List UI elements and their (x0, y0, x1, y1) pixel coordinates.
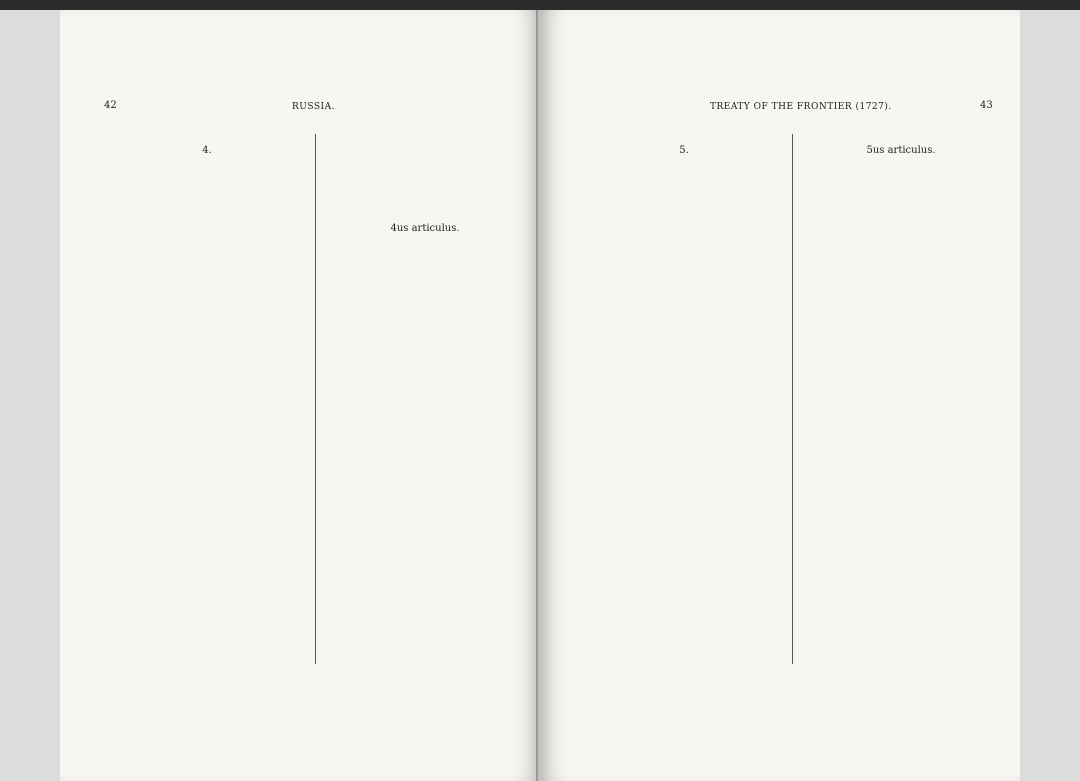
page-number-left: 42 (104, 100, 117, 111)
latin-text-column-right (798, 134, 1004, 764)
section-heading-4-ru: 4. (202, 145, 212, 156)
page-number-right: 43 (980, 100, 993, 111)
running-head-left: RUSSIA. (292, 102, 335, 112)
russian-text-column-right (580, 134, 788, 764)
book-spread (0, 10, 1080, 781)
section-heading-5-ru: 5. (679, 145, 689, 156)
scanner-top-edge (0, 0, 1080, 10)
section-heading-4-la: 4us articulus. (390, 223, 460, 234)
right-page (540, 10, 1020, 781)
column-divider-left (315, 134, 316, 664)
column-divider-right (792, 134, 793, 664)
left-page (60, 10, 540, 781)
russian-text-column-left (104, 134, 310, 764)
section-heading-5-la: 5us articulus. (866, 145, 936, 156)
running-head-right: TREATY OF THE FRONTIER (1727). (710, 102, 892, 112)
latin-text-column-left (322, 134, 528, 764)
